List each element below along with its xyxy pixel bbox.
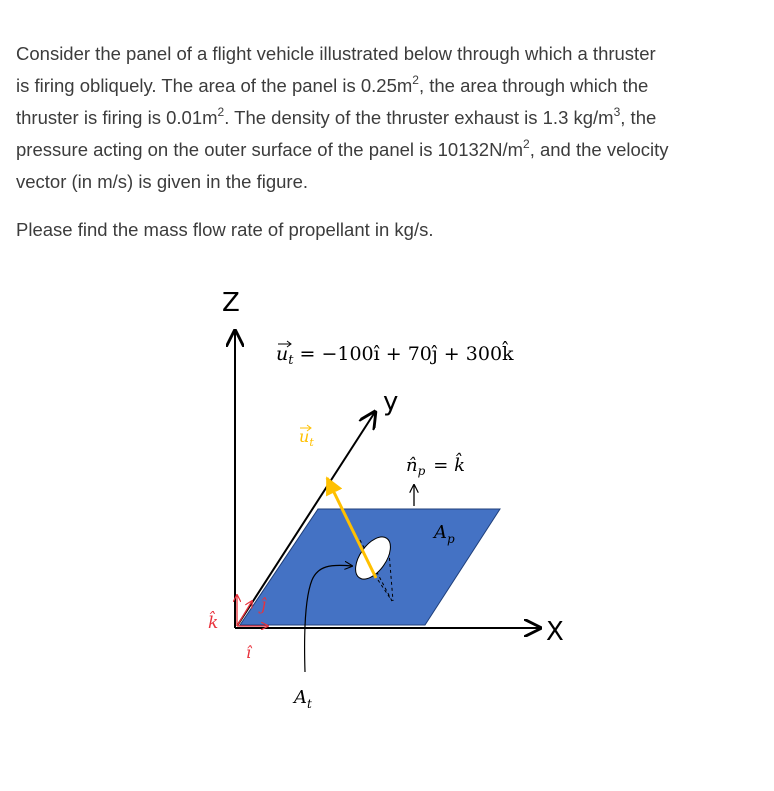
velocity-label-sub: t bbox=[309, 436, 314, 449]
velocity-label bbox=[299, 427, 314, 449]
question-text: Please find the mass flow rate of propellant in kg/s. bbox=[16, 219, 434, 240]
normal-label bbox=[406, 451, 465, 478]
velocity-equation bbox=[276, 340, 514, 368]
thruster-area-label bbox=[292, 687, 312, 711]
thruster-area-label-sub: t bbox=[307, 697, 312, 711]
problem-line-1: Consider the panel of a flight vehicle illustrated below through which a thruster bbox=[16, 43, 656, 64]
unit-vector-k-label: k̂ bbox=[208, 613, 219, 633]
z-axis-label: Z bbox=[222, 288, 240, 318]
normal-label-sub: p bbox=[417, 464, 426, 478]
velocity-equation-sub: t bbox=[288, 353, 294, 368]
unit-vector-j-label: ĵ bbox=[261, 595, 266, 614]
panel-area-label-sub: p bbox=[447, 532, 455, 546]
thruster-area-label-main: A bbox=[294, 687, 307, 708]
x-axis-label: X bbox=[546, 617, 564, 647]
unit-vector-i-label: î bbox=[246, 643, 252, 662]
velocity-equation-rhs: = −100î + 70ĵ + 300k̂ bbox=[299, 343, 514, 365]
normal-label-lhs: n̂ bbox=[406, 455, 418, 476]
panel-area-label-main: A bbox=[434, 522, 447, 543]
velocity-label-main: u bbox=[299, 427, 310, 446]
problem-line-4: pressure acting on the outer surface of the panel is $10132N/m^2$, and the velocity bbox=[16, 136, 669, 160]
problem-line-2: is firing obliquely. The area of the panel is $0.25m^2$, the area through which the bbox=[16, 72, 649, 96]
velocity-equation-lhs: u bbox=[276, 343, 289, 365]
problem-line-5: vector (in m/s) is given in the figure. bbox=[16, 171, 308, 192]
y-axis-label: y bbox=[383, 387, 399, 417]
normal-label-rhs: = k̂ bbox=[433, 455, 465, 476]
problem-line-3: thruster is firing is $0.01m^2$. The density of the thruster exhaust is 1.3 $kg/m^3$, the bbox=[16, 104, 657, 128]
